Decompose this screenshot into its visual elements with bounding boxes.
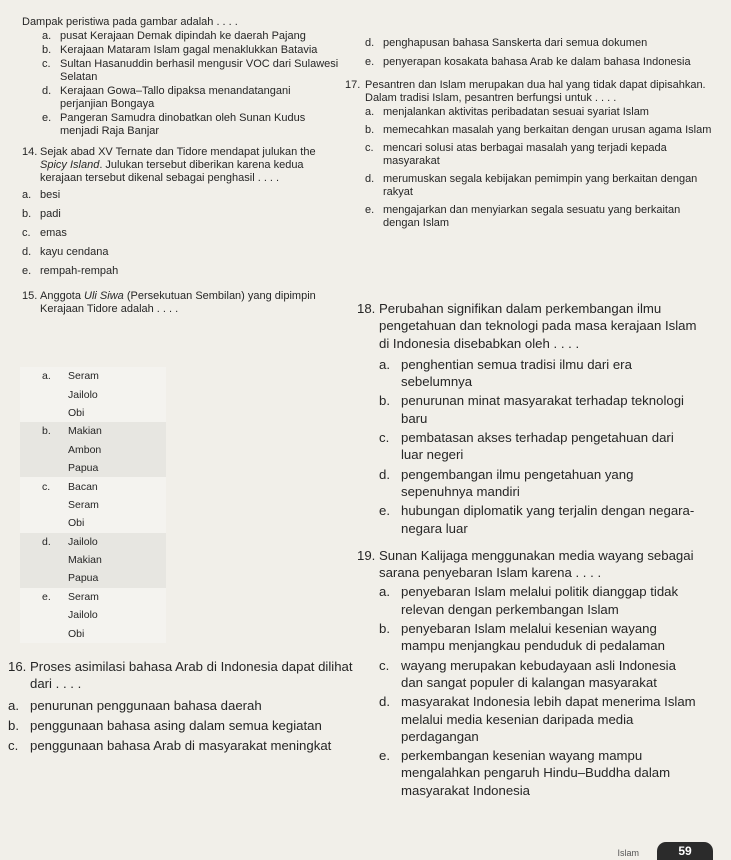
option-a[interactable]: a. penurunan penggunaan bahasa daerah (8, 697, 262, 713)
option-item: Papua (68, 459, 166, 477)
question-stem: 14. Sejak abad XV Ternate dan Tidore mendapat julukan the Spicy Island. Julukan tersebut diberikan karena kedua kerajaan tersebut dikenal sebagai penghasil . . . . (22, 146, 316, 184)
option-item: Obi (68, 404, 166, 422)
option-letter[interactable]: b. (20, 422, 68, 440)
option-c[interactable]: c. emas (22, 227, 67, 239)
option-letter[interactable]: a. (20, 367, 68, 385)
option-d[interactable]: d. Kerajaan Gowa–Tallo dipaksa menandatangani perjanjian Bongaya (42, 85, 291, 110)
question-stem: 16. Proses asimilasi bahasa Arab di Indonesia dapat dilihat dari . . . . (8, 659, 353, 692)
q15-table-row (20, 514, 166, 532)
question-13 (22, 16, 340, 138)
question-13-continued (345, 37, 717, 69)
option-letter (20, 624, 68, 642)
option-e[interactable]: e. perkembangan kesenian wayang mampu mengalahkan pengaruh Hindu–Buddha dalam masyarakat Indonesia (379, 748, 671, 798)
option-item: Seram (68, 496, 166, 514)
option-letter (20, 606, 68, 624)
option-letter[interactable]: c. (20, 477, 68, 495)
option-b[interactable]: b. padi (22, 208, 61, 220)
option-b[interactable]: b. penurunan minat masyarakat terhadap teknologi baru (379, 393, 684, 426)
option-e[interactable]: e. rempah-rempah (22, 265, 119, 277)
q15-table-row (20, 459, 166, 477)
option-b[interactable]: b. penyebaran Islam melalui kesenian wayang mampu menjangkau penduduk di pedalaman (379, 621, 665, 654)
q15-table-row (20, 606, 166, 624)
option-item: Makian (68, 551, 166, 569)
q15-table-row (20, 367, 166, 385)
left-column (22, 16, 340, 321)
option-d[interactable]: d. masyarakat Indonesia lebih dapat menerima Islam melalui media kesenian daripada media perdagangan (379, 694, 696, 744)
option-a[interactable]: a. besi (22, 189, 61, 201)
question-16 (8, 658, 368, 754)
option-e[interactable]: e. mengajarkan dan menyiarkan segala sesuatu yang berkaitan dengan Islam (365, 204, 681, 229)
option-d[interactable]: d. merumuskan segala kebijakan pemimpin yang berkaitan dengan rakyat (365, 173, 698, 198)
option-c[interactable]: c. penggunaan bahasa Arab di masyarakat meningkat (8, 738, 332, 754)
option-item: Jailolo (68, 533, 166, 551)
option-e[interactable]: e. Pangeran Samudra dinobatkan oleh Sunan Kudus menjadi Raja Banjar (42, 112, 306, 137)
option-c[interactable]: c. pembatasan akses terhadap pengetahuan dari luar negeri (379, 430, 674, 463)
option-e[interactable]: e. penyerapan kosakata bahasa Arab ke dalam bahasa Indonesia (365, 56, 691, 68)
q15-options-table (20, 367, 166, 643)
option-item: Bacan (68, 477, 166, 495)
option-letter (20, 404, 68, 422)
option-d[interactable]: d. penghapusan bahasa Sanskerta dari semua dokumen (365, 37, 648, 49)
question-stem: 17. Pesantren dan Islam merupakan dua hal yang tidak dapat dipisahkan. Dalam tradisi Islam, pesantren berfungsi untuk . . . . (345, 79, 706, 104)
option-item: Seram (68, 367, 166, 385)
question-stem: 18. Perubahan signifikan dalam perkembangan ilmu pengetahuan dan teknologi pada masa kerajaan Islam di Indonesia disebabkan oleh . . . . (357, 301, 697, 351)
option-letter[interactable]: d. (20, 533, 68, 551)
option-a[interactable]: a. menjalankan aktivitas peribadatan sesuai syariat Islam (365, 106, 649, 118)
question-17 (345, 79, 717, 230)
option-letter (20, 551, 68, 569)
option-c[interactable]: c. Sultan Hasanuddin berhasil mengusir VOC dari Sulawesi Selatan (42, 58, 339, 83)
right-column-lower (357, 300, 697, 804)
option-item: Obi (68, 624, 166, 642)
option-a[interactable]: a. pusat Kerajaan Demak dipindah ke daerah Pajang (42, 30, 306, 42)
option-letter (20, 569, 68, 587)
option-c[interactable]: c. mencari solusi atas berbagai masalah yang terjadi kepada masyarakat (365, 142, 667, 167)
option-a[interactable]: a. penyebaran Islam melalui politik dianggap tidak relevan dengan perkembangan Islam (379, 584, 679, 617)
option-item: Jailolo (68, 606, 166, 624)
option-letter (20, 441, 68, 459)
option-c[interactable]: c. wayang merupakan kebudayaan asli Indonesia dan sangat populer di kalangan masyarakat (379, 657, 676, 690)
option-letter (20, 514, 68, 532)
option-item: Papua (68, 569, 166, 587)
option-b[interactable]: b. penggunaan bahasa asing dalam semua kegiatan (8, 717, 322, 733)
question-stem: 15. Anggota Uli Siwa (Persekutuan Sembilan) yang dipimpin Kerajaan Tidore adalah . . . . (22, 290, 316, 315)
q15-table-row (20, 496, 166, 514)
question-18 (357, 300, 697, 537)
option-d[interactable]: d. pengembangan ilmu pengetahuan yang sepenuhnya mandiri (379, 466, 634, 499)
option-item: Makian (68, 422, 166, 440)
q15-table-row (20, 385, 166, 403)
q15-table-row (20, 477, 166, 495)
option-letter (20, 385, 68, 403)
q15-table-row (20, 551, 166, 569)
question-stem: 19. Sunan Kalijaga menggunakan media wayang sebagai sarana penyebaran Islam karena . . . . (357, 547, 694, 581)
q15-table-row (20, 624, 166, 642)
q15-table-row (20, 404, 166, 422)
q15-table-row (20, 422, 166, 440)
option-b[interactable]: b. memecahkan masalah yang berkaitan dengan urusan agama Islam (365, 124, 712, 136)
option-item: Jailolo (68, 385, 166, 403)
q15-table-row (20, 533, 166, 551)
option-item: Obi (68, 514, 166, 532)
question-19 (357, 547, 697, 799)
option-letter[interactable]: e. (20, 588, 68, 606)
option-b[interactable]: b. Kerajaan Mataram Islam gagal menaklukkan Batavia (42, 44, 318, 56)
option-letter (20, 459, 68, 477)
page-number: 59 (657, 842, 713, 860)
option-a[interactable]: a. penghentian semua tradisi ilmu dari era sebelumnya (379, 356, 632, 390)
question-14 (22, 146, 340, 278)
q15-table-row (20, 569, 166, 587)
option-letter (20, 496, 68, 514)
footer-chapter: Islam (617, 848, 639, 858)
option-e[interactable]: e. hubungan diplomatik yang terjalin dengan negara-negara luar (379, 503, 695, 536)
question-stem: Dampak peristiwa pada gambar adalah . . . . (22, 16, 238, 28)
q15-table-row (20, 588, 166, 606)
option-item: Ambon (68, 441, 166, 459)
option-item: Seram (68, 588, 166, 606)
option-d[interactable]: d. kayu cendana (22, 246, 109, 258)
q15-table-row (20, 441, 166, 459)
right-column (345, 36, 717, 235)
question-15 (22, 290, 340, 316)
